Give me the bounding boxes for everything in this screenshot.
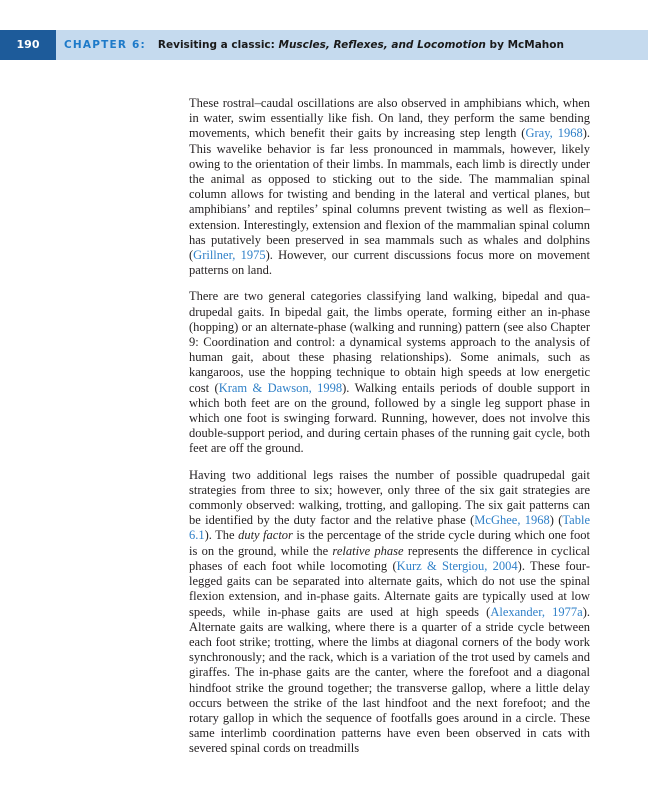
text-run: ) (	[549, 513, 563, 528]
title-by: by McMahon	[485, 39, 564, 51]
text-run: There are two general categories classifying land walking, bipedal and quadrupedal gaits. In bipedal gait, the limbs operate, forming either an in-phase (hopping) or an alternate-phase (walking and running) pattern (see also Chapter 9: Coordination and control: a dynamical systems approach to the analysis of human gait, about these phasing relationships). Some animals, such as kangaroos, use the hopping technique to obtain high speeds at low energetic cost (	[189, 289, 590, 395]
body-text	[189, 96, 590, 768]
text-run: ). However, our current discussions focus more on movement patterns on land.	[189, 248, 590, 278]
text-run: ). The	[204, 528, 239, 543]
text-run: represents the difference in cyclical phases of each foot while locomoting (	[189, 543, 590, 573]
book-title: Muscles, Reflexes, and Locomotion	[278, 39, 486, 51]
running-head-title	[64, 30, 564, 60]
citation-link[interactable]: McGhee, 1968	[474, 513, 550, 528]
text-run: ). Walking entails periods of double support in which both feet are on the ground, followed by a single leg support phase in which one foot is swinging forward. Running, however, does not involve this double-support period, and during certain phases of the running gait cycle, both feet are off the ground.	[189, 380, 590, 456]
title-lead: Revisiting a classic:	[157, 39, 279, 51]
paragraph-1	[189, 96, 590, 278]
text-run: ). These four-legged gaits can be separated into alternate gaits, which do not use the spinal flexion extension, and in-phase gaits. Alternate gaits are typically used at low speeds, while in-phase gaits are used at high speeds (	[189, 558, 590, 619]
text-run: These rostral–caudal oscillations are also observed in amphibians which, when in water, swim essentially like fish. On land, they perform the same bending movements, which benefit their gaits by increasing step length (	[189, 96, 590, 141]
running-header	[0, 30, 648, 60]
citation-link[interactable]: Kram & Dawson, 1998	[218, 380, 343, 395]
table-reference-link[interactable]: Table 6.1	[189, 513, 590, 543]
text-run: ). This wavelike behavior is far less pronounced in mammals, however, likely owing to the orientation of their limbs. In mammals, each limb is directly under the animal as opposed to sticking out to the side. The mammalian spinal column allows for twisting and bending in the lateral and vertical planes, but amphibians’ and reptiles’ spinal columns prevent twisting as well as flexion–extension. Interestingly, extension and flexion of the mammalian spinal column has putatively been preserved in sea mammals such as whales and dolphins (	[189, 126, 590, 263]
paragraph-3	[189, 468, 590, 757]
page-number: 190	[0, 30, 56, 60]
citation-link[interactable]: Alexander, 1977a	[490, 604, 583, 619]
term-relative-phase: relative phase	[332, 543, 404, 558]
term-duty-factor: duty factor	[238, 528, 293, 543]
citation-link[interactable]: Kurz & Stergiou, 2004	[396, 558, 518, 573]
text-run: Having two additional legs raises the number of possible quadrupedal gait strategies from three to six; however, only three of the six gait strategies are commonly observed: walking, trotting, and galloping. The six gait patterns can be identified by the duty factor and the relative phase (	[189, 467, 590, 528]
paragraph-2	[189, 289, 590, 456]
citation-link[interactable]: Gray, 1968	[525, 126, 583, 141]
text-run: is the percentage of the stride cycle during which one foot is on the ground, while the	[189, 528, 590, 558]
text-run: ). Alternate gaits are walking, where there is a quarter of a stride cycle between each foot strike; trotting, where the limbs at diagonal corners of the body work synchronously; and the rack, which is a variation of the trot used by camels and giraffes. The in-phase gaits are the canter, where the forefoot and a diagonal hindfoot strike the ground together; the transverse gallop, where a little delay occurs between the strike of the last hindfoot and the next forefoot; and the rotary gallop in which the sequence of footfalls goes around in a circle. These same interlimb coordination patterns have even been observed in cats with severed spinal cords on treadmills	[189, 604, 590, 756]
citation-link[interactable]: Grillner, 1975	[193, 248, 266, 263]
chapter-label: CHAPTER 6:	[64, 39, 146, 51]
